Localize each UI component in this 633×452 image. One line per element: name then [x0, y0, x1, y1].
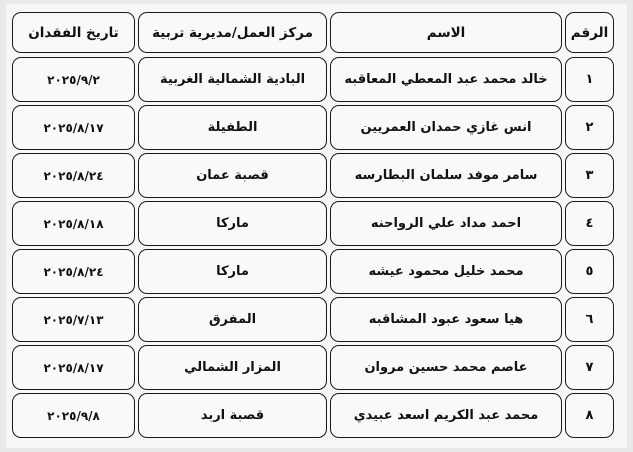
row-date: ٢٠٢٥/٨/١٧ [12, 105, 135, 150]
row-number: ٨ [565, 393, 614, 438]
row-date: ٢٠٢٥/٩/٨ [12, 393, 135, 438]
table-row [12, 393, 614, 438]
row-number: ٣ [565, 153, 614, 198]
row-name: محمد عبد الكريم اسعد عبيدي [330, 393, 562, 438]
table-row [12, 153, 614, 198]
row-name: محمد خليل محمود عيشه [330, 249, 562, 294]
document-page [6, 4, 627, 448]
header-workplace: مركز العمل/مديرية تربية [138, 12, 327, 53]
row-workplace: المفرق [138, 297, 327, 342]
row-date: ٢٠٢٥/٨/٢٤ [12, 153, 135, 198]
table-row [12, 297, 614, 342]
row-number: ١ [565, 57, 614, 102]
table-row [12, 249, 614, 294]
row-date: ٢٠٢٥/٨/٢٤ [12, 249, 135, 294]
row-workplace: البادية الشمالية الغربية [138, 57, 327, 102]
row-date: ٢٠٢٥/٨/١٨ [12, 201, 135, 246]
header-date: تاريخ الفقدان [12, 12, 135, 53]
row-name: انس غازي حمدان العمريين [330, 105, 562, 150]
row-date: ٢٠٢٥/٨/١٧ [12, 345, 135, 390]
row-workplace: ماركا [138, 201, 327, 246]
row-name: هيا سعود عبود المشاقبه [330, 297, 562, 342]
row-workplace: الطفيلة [138, 105, 327, 150]
table-row [12, 105, 614, 150]
missing-persons-table [12, 12, 614, 440]
row-workplace: ماركا [138, 249, 327, 294]
row-workplace: قصبة اربد [138, 393, 327, 438]
row-name: عاصم محمد حسين مروان [330, 345, 562, 390]
row-name: خالد محمد عبد المعطي المعاقبه [330, 57, 562, 102]
table-row [12, 345, 614, 390]
row-workplace: المزار الشمالي [138, 345, 327, 390]
row-number: ٤ [565, 201, 614, 246]
row-name: سامر موفد سلمان البطارسه [330, 153, 562, 198]
row-number: ٢ [565, 105, 614, 150]
table-row [12, 201, 614, 246]
row-workplace: قصبة عمان [138, 153, 327, 198]
row-date: ٢٠٢٥/٩/٢ [12, 57, 135, 102]
row-number: ٧ [565, 345, 614, 390]
table-header-row [12, 12, 614, 53]
row-number: ٥ [565, 249, 614, 294]
table-row [12, 57, 614, 102]
header-name: الاسم [330, 12, 562, 53]
row-number: ٦ [565, 297, 614, 342]
header-number: الرقم [565, 12, 614, 53]
row-date: ٢٠٢٥/٧/١٣ [12, 297, 135, 342]
row-name: احمد مداد علي الرواحنه [330, 201, 562, 246]
